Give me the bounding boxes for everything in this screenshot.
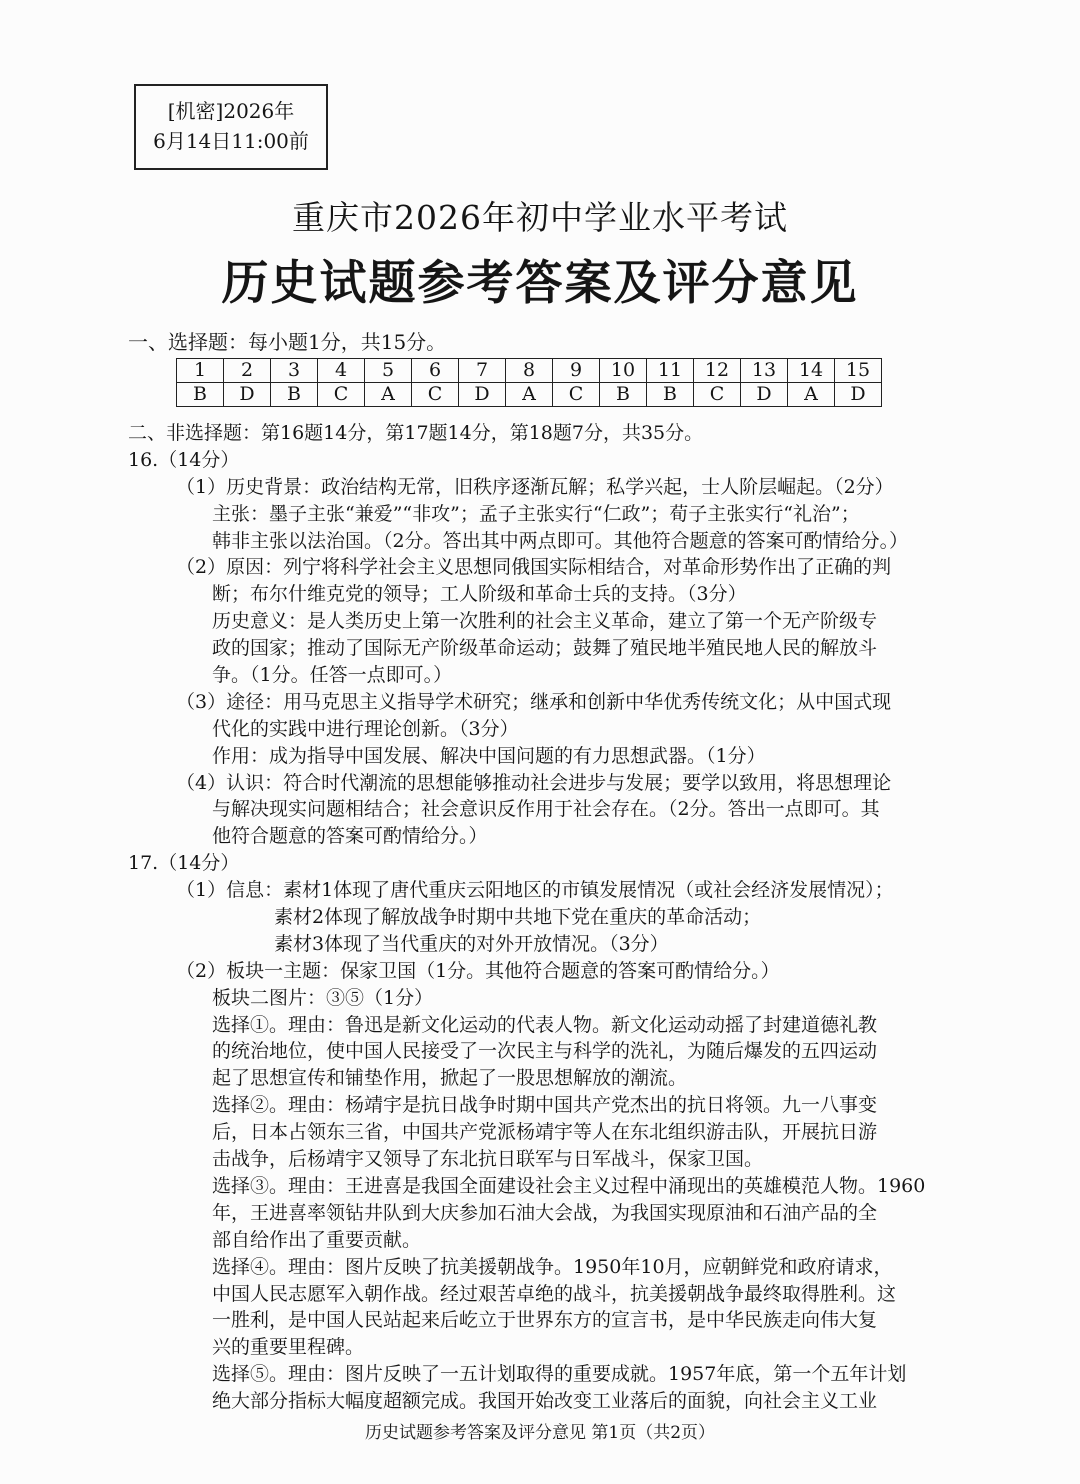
answer-table-numbers-row	[177, 359, 882, 383]
answer-line: 韩非主张以法治国。（2分。答出其中两点即可。其他符合题意的答案可酌情给分。）	[212, 529, 909, 552]
answer-letter: D	[741, 383, 788, 407]
question-number: 4	[318, 359, 365, 383]
answer-line: 作用：成为指导中国发展、解决中国问题的有力思想武器。（1分）	[212, 744, 766, 767]
answer-letter: C	[318, 383, 365, 407]
answer-letter: D	[459, 383, 506, 407]
answer-letter: C	[412, 383, 459, 407]
answer-line: 选择③。理由：王进喜是我国全面建设社会主义过程中涌现出的英雄模范人物。1960	[212, 1174, 926, 1197]
question-number: 2	[224, 359, 271, 383]
answer-line: 争。（1分。任答一点即可。）	[212, 664, 453, 687]
answer-line: 击战争，后杨靖宇又领导了东北抗日联军与日军战斗，保家卫国。	[212, 1148, 764, 1171]
answer-line: 起了思想宣传和铺垫作用，掀起了一股思想解放的潮流。	[212, 1067, 688, 1090]
answer-letter: D	[835, 383, 882, 407]
answer-letter: B	[271, 383, 318, 407]
question-number: 15	[835, 359, 882, 383]
question-number: 7	[459, 359, 506, 383]
answer-line: 政的国家；推动了国际无产阶级革命运动；鼓舞了殖民地半殖民地人民的解放斗	[212, 637, 878, 660]
question-number: 1	[177, 359, 224, 383]
answer-line: 年，王进喜率领钻井队到大庆参加石油大会战，为我国实现原油和石油产品的全	[212, 1201, 878, 1224]
answer-line: （1）信息：素材1体现了唐代重庆云阳地区的市镇发展情况（或社会经济发展情况）；	[176, 879, 894, 902]
answer-letter: B	[600, 383, 647, 407]
answer-line: （4）认识：符合时代潮流的思想能够推动社会进步与发展；要学以致用，将思想理论	[176, 771, 892, 794]
answer-line: （2）板块一主题：保家卫国（1分。其他符合题意的答案可酌情给分。）	[176, 959, 780, 982]
question-16-heading: 16.（14分）	[128, 448, 240, 471]
page-footer: 历史试题参考答案及评分意见 第1页（共2页）	[364, 1423, 716, 1443]
confidential-stamp-box	[134, 84, 328, 170]
question-number: 8	[506, 359, 553, 383]
answer-line: 板块二图片：③⑤（1分）	[212, 986, 434, 1009]
answer-line: 代化的实践中进行理论创新。（3分）	[212, 717, 519, 740]
answer-letter: A	[365, 383, 412, 407]
answer-letter: A	[788, 383, 835, 407]
answer-body	[0, 420, 1080, 1415]
answer-line: 选择①。理由：鲁迅是新文化运动的代表人物。新文化运动动摇了封建道德礼教	[212, 1013, 878, 1036]
question-number: 12	[694, 359, 741, 383]
answer-line: 主张：墨子主张“兼爱”“非攻”；孟子主张实行“仁政”；荀子主张实行“礼治”；	[212, 502, 860, 525]
question-number: 3	[271, 359, 318, 383]
answer-line: 中国人民志愿军入朝作战。经过艰苦卓绝的战斗，抗美援朝战争最终取得胜利。这	[212, 1282, 897, 1305]
document-title: 历史试题参考答案及评分意见	[221, 256, 859, 311]
section-1-heading: 一、选择题：每小题1分，共15分。	[128, 330, 447, 354]
answer-table	[176, 358, 882, 407]
answer-line: 他符合题意的答案可酌情给分。）	[212, 825, 488, 848]
answer-line: （1）历史背景：政治结构无常，旧秩序逐渐瓦解；私学兴起，士人阶层崛起。（2分）	[176, 475, 894, 498]
question-number: 13	[741, 359, 788, 383]
confidential-line-1: [机密]2026年	[167, 99, 295, 123]
answer-line: 部自给作出了重要贡献。	[212, 1228, 422, 1251]
question-number: 9	[553, 359, 600, 383]
question-number: 5	[365, 359, 412, 383]
answer-line: 兴的重要里程碑。	[212, 1336, 365, 1359]
answer-table-answers-row	[177, 383, 882, 407]
question-17-heading: 17.（14分）	[128, 852, 240, 875]
question-number: 11	[647, 359, 694, 383]
answer-line: 后，日本占领东三省，中国共产党派杨靖宇等人在东北组织游击队，开展抗日游	[212, 1121, 878, 1144]
answer-line: 断；布尔什维克党的领导；工人阶级和革命士兵的支持。（3分）	[212, 583, 747, 606]
answer-line: 选择⑤。理由：图片反映了一五计划取得的重要成就。1957年底，第一个五年计划	[212, 1363, 907, 1386]
confidential-line-2: 6月14日11:00前	[153, 129, 309, 153]
question-number: 14	[788, 359, 835, 383]
answer-line: （3）途径：用马克思主义指导学术研究；继承和创新中华优秀传统文化；从中国式现	[176, 690, 892, 713]
section-2-heading: 二、非选择题：第16题14分，第17题14分，第18题7分，共35分。	[128, 422, 704, 444]
question-number: 10	[600, 359, 647, 383]
answer-letter: B	[647, 383, 694, 407]
answer-letter: C	[553, 383, 600, 407]
answer-line: 与解决现实问题相结合；社会意识反作用于社会存在。（2分。答出一点即可。其	[212, 798, 880, 821]
answer-line: 选择②。理由：杨靖宇是抗日战争时期中国共产党杰出的抗日将领。九一八事变	[212, 1094, 878, 1117]
answer-line: 的统治地位，使中国人民接受了一次民主与科学的洗礼，为随后爆发的五四运动	[212, 1040, 878, 1063]
answer-letter: D	[224, 383, 271, 407]
answer-line: 绝大部分指标大幅度超额完成。我国开始改变工业落后的面貌，向社会主义工业	[212, 1390, 878, 1413]
answer-letter: C	[694, 383, 741, 407]
answer-line: 素材3体现了当代重庆的对外开放情况。（3分）	[274, 932, 669, 955]
answer-line: 选择④。理由：图片反映了抗美援朝战争。1950年10月，应朝鲜党和政府请求，	[212, 1255, 893, 1278]
answer-line: 历史意义：是人类历史上第一次胜利的社会主义革命，建立了第一个无产阶级专	[212, 610, 878, 633]
question-number: 6	[412, 359, 459, 383]
answer-line: 素材2体现了解放战争时期中共地下党在重庆的革命活动；	[274, 906, 762, 929]
exam-title: 重庆市2026年初中学业水平考试	[292, 198, 788, 237]
answer-letter: A	[506, 383, 553, 407]
answer-line: （2）原因：列宁将科学社会主义思想同俄国实际相结合，对革命形势作出了正确的判	[176, 556, 892, 579]
answer-letter: B	[177, 383, 224, 407]
answer-line: 一胜利，是中国人民站起来后屹立于世界东方的宣言书，是中华民族走向伟大复	[212, 1309, 878, 1332]
